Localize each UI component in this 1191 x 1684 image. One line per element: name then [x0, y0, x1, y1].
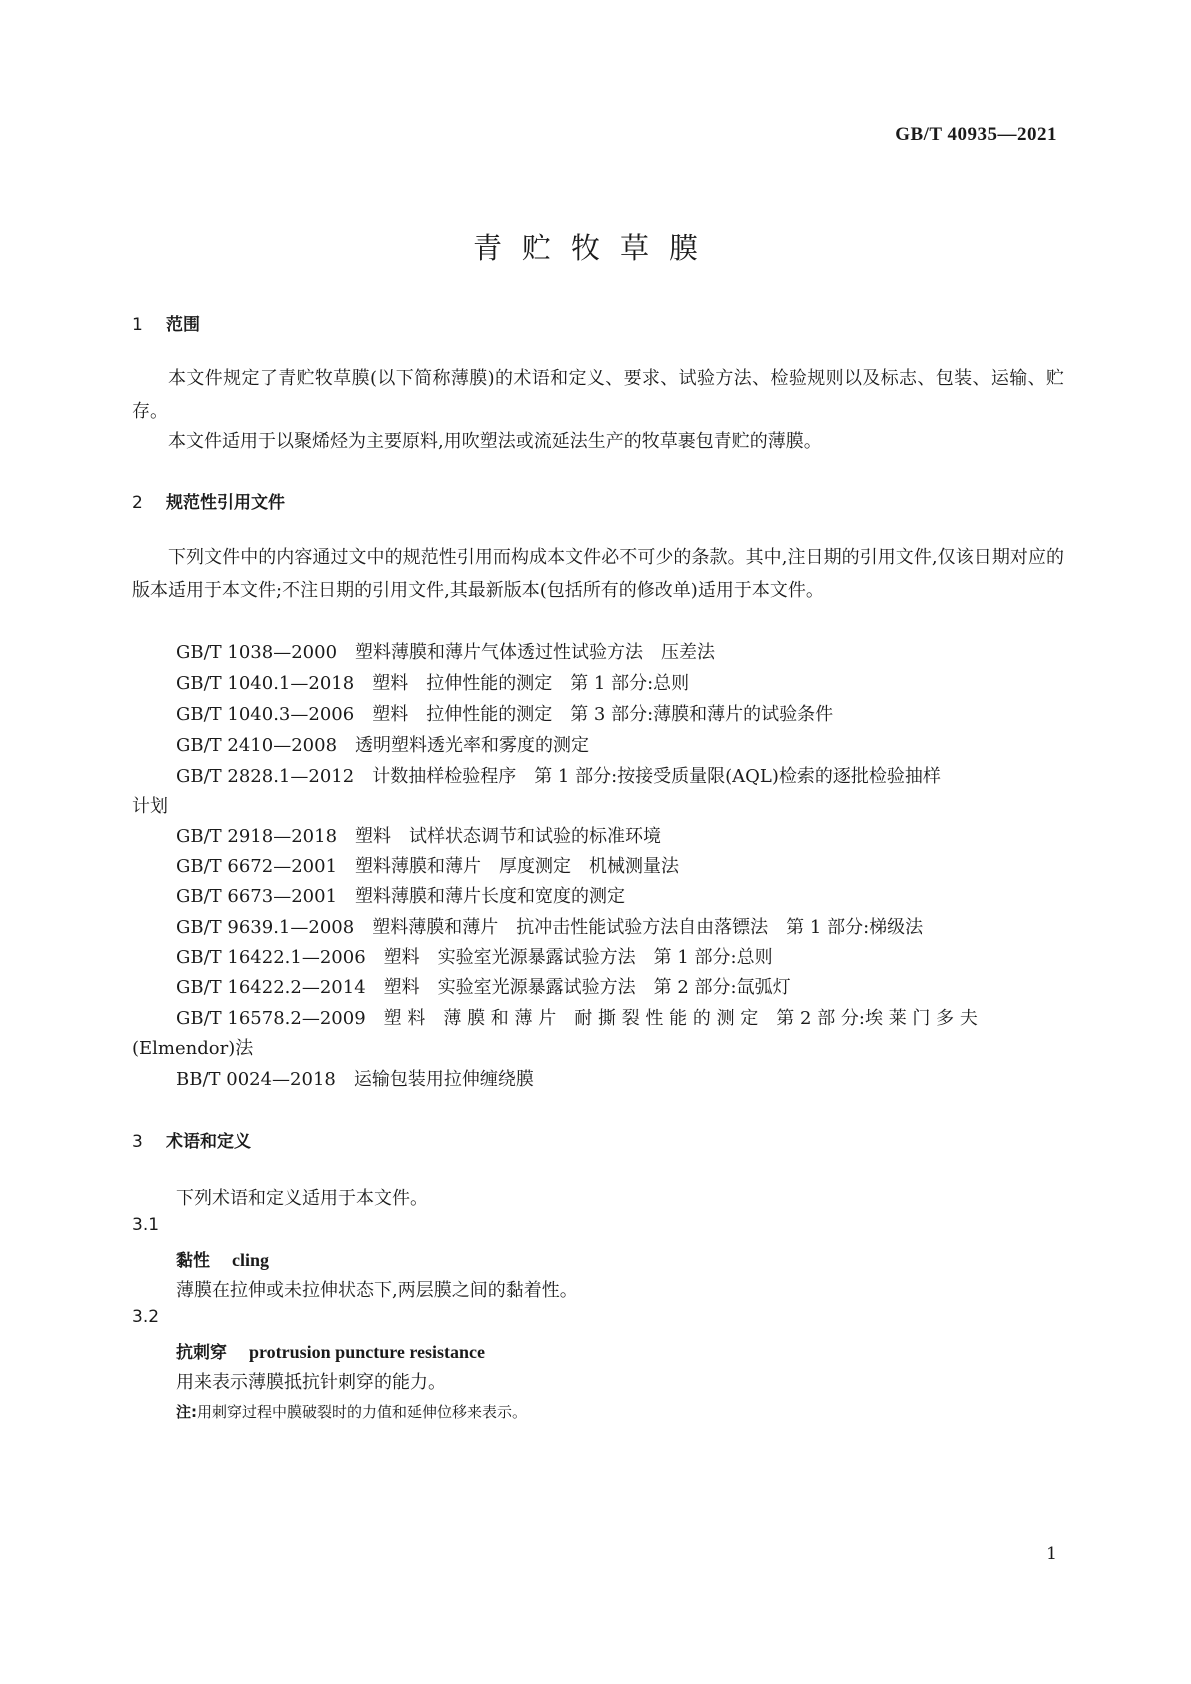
term-en: protrusion puncture resistance	[249, 1342, 486, 1362]
term-definition: 薄膜在拉伸或未拉伸状态下,两层膜之间的黏着性。	[176, 1280, 578, 1301]
section-number: 1	[132, 315, 143, 335]
term-heading	[176, 1246, 269, 1271]
section-number: 2	[132, 493, 143, 513]
term-en: cling	[232, 1250, 270, 1270]
section-3-heading	[132, 1127, 251, 1152]
reference-item-continuation: (Elmendor)法	[132, 1038, 254, 1059]
reference-item: GB/T 6672—2001 塑料薄膜和薄片 厚度测定 机械测量法	[176, 856, 680, 877]
reference-item: GB/T 1040.3—2006 塑料 拉伸性能的测定 第 3 部分:薄膜和薄片的试验条件	[176, 704, 834, 725]
normative-intro-paragraph: 下列文件中的内容通过文中的规范性引用而构成本文件必不可少的条款。其中,注日期的引用文件,仅该日期对应的版本适用于本文件;不注日期的引用文件,其最新版本(包括所有的修改单)适用于本文件。	[132, 547, 1064, 601]
term-zh: 抗刺穿	[176, 1343, 227, 1363]
term-number: 3.2	[132, 1307, 160, 1327]
reference-item: GB/T 6673—2001 塑料薄膜和薄片长度和宽度的测定	[176, 886, 626, 907]
term-zh: 黏性	[176, 1251, 210, 1271]
terms-intro: 下列术语和定义适用于本文件。	[176, 1188, 428, 1209]
term-number: 3.1	[132, 1215, 160, 1235]
scope-paragraph-1: 本文件规定了青贮牧草膜(以下简称薄膜)的术语和定义、要求、试验方法、检验规则以及标志、包装、运输、贮存。	[132, 368, 1064, 422]
section-1-heading	[132, 310, 200, 335]
note-text: 用刺穿过程中膜破裂时的力值和延伸位移来表示。	[197, 1403, 528, 1421]
standard-code: GB/T 40935—2021	[895, 124, 1057, 145]
term-heading	[176, 1338, 485, 1363]
reference-item-continuation: 计划	[132, 796, 168, 817]
reference-item: GB/T 2410—2008 透明塑料透光率和雾度的测定	[176, 735, 590, 756]
document-title: 青贮牧草膜	[472, 231, 718, 265]
reference-item: GB/T 1040.1—2018 塑料 拉伸性能的测定 第 1 部分:总则	[176, 673, 690, 694]
note	[176, 1401, 527, 1422]
reference-item: GB/T 16578.2—2009 塑 料 薄 膜 和 薄 片 耐 撕 裂 性 能 的 测 定 第 2 部 分:埃 莱 门 多 夫	[176, 1008, 978, 1029]
reference-item: GB/T 9639.1—2008 塑料薄膜和薄片 抗冲击性能试验方法自由落镖法 第 1 部分:梯级法	[176, 917, 924, 938]
section-title: 术语和定义	[166, 1132, 251, 1152]
section-number: 3	[132, 1132, 143, 1152]
term-definition: 用来表示薄膜抵抗针刺穿的能力。	[176, 1372, 446, 1393]
scope-paragraph-2: 本文件适用于以聚烯烃为主要原料,用吹塑法或流延法生产的牧草裹包青贮的薄膜。	[168, 431, 822, 452]
section-2-heading	[132, 488, 285, 513]
reference-item: GB/T 16422.2—2014 塑料 实验室光源暴露试验方法 第 2 部分:氙弧灯	[176, 977, 791, 998]
section-title: 范围	[166, 315, 200, 335]
page-number: 1	[1046, 1544, 1057, 1564]
reference-item: GB/T 1038—2000 塑料薄膜和薄片气体透过性试验方法 压差法	[176, 642, 716, 663]
reference-item: GB/T 2828.1—2012 计数抽样检验程序 第 1 部分:按接受质量限(AQL)检索的逐批检验抽样	[176, 766, 941, 787]
reference-item: GB/T 2918—2018 塑料 试样状态调节和试验的标准环境	[176, 826, 662, 847]
reference-item: BB/T 0024—2018 运输包装用拉伸缠绕膜	[176, 1069, 534, 1090]
section-title: 规范性引用文件	[166, 493, 285, 513]
reference-item: GB/T 16422.1—2006 塑料 实验室光源暴露试验方法 第 1 部分:总则	[176, 947, 773, 968]
note-label: 注:	[176, 1403, 197, 1421]
